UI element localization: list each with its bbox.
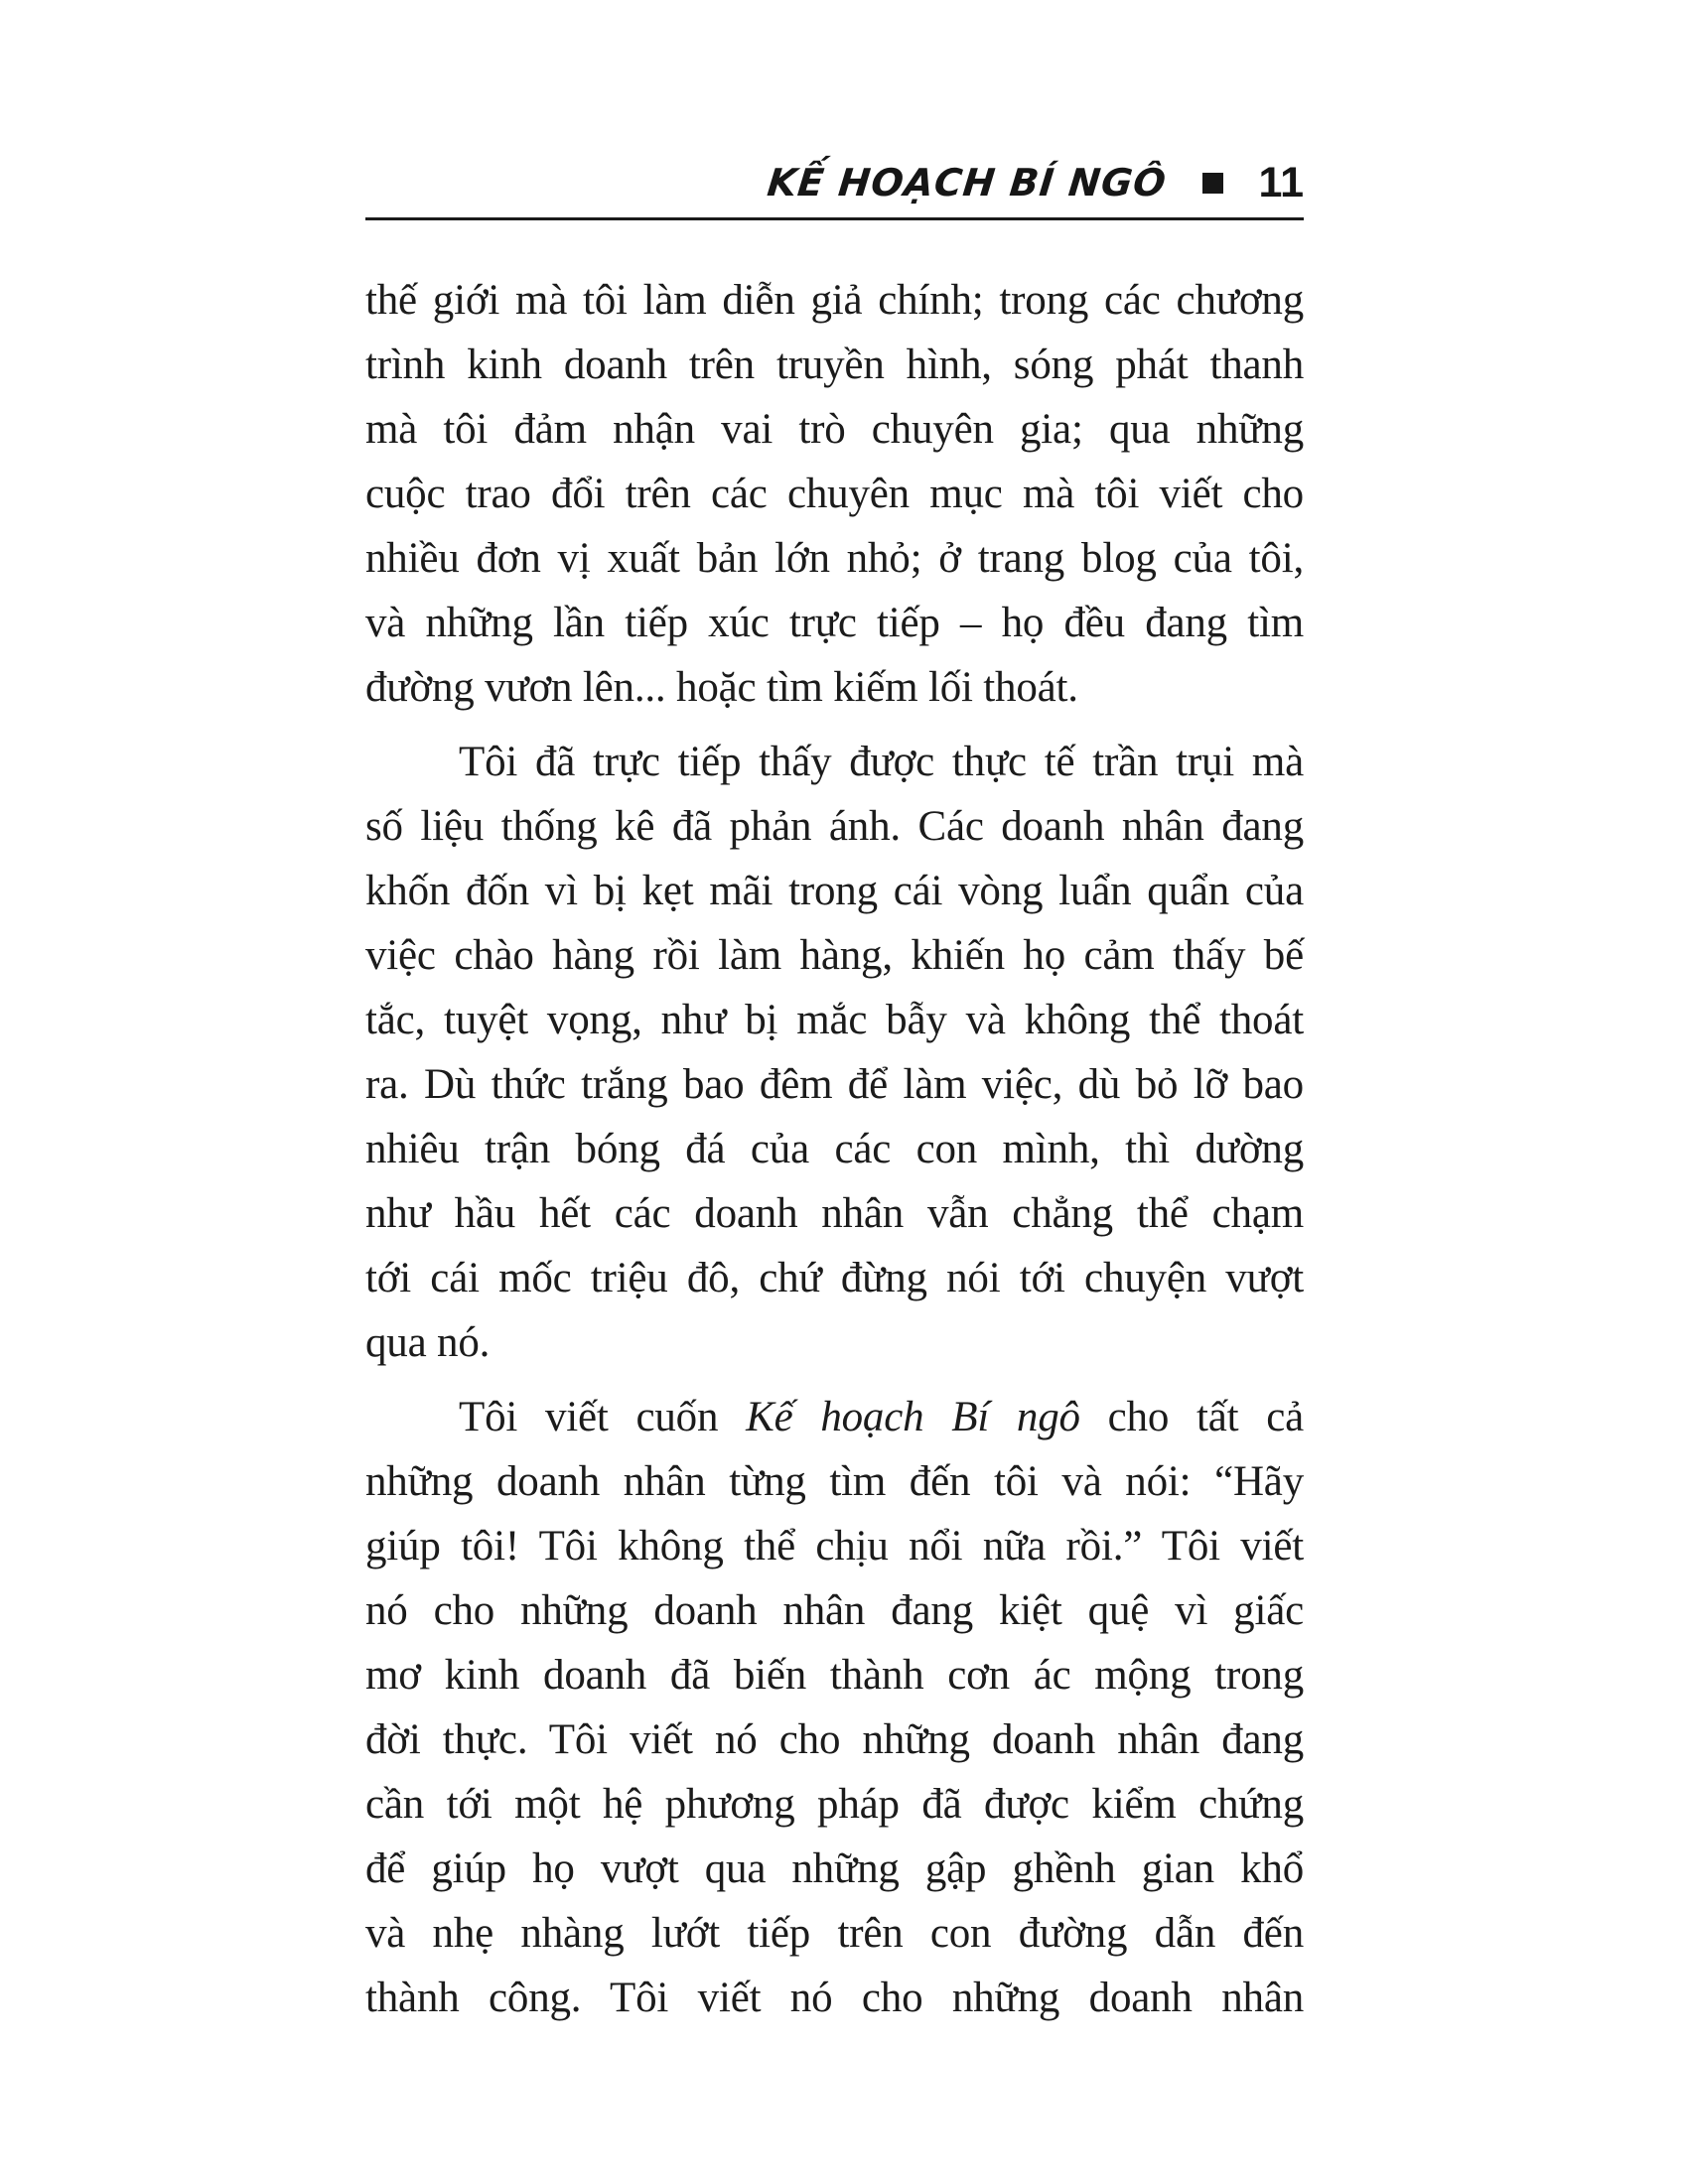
text-line: thành công. Tôi viết nó cho những doanh nhân (365, 1975, 1304, 2021)
text-line: để giúp họ vượt qua những gập ghềnh gian khổ (365, 1845, 1304, 1892)
text-line: thế giới mà tôi làm diễn giả chính; trong các chương (365, 277, 1304, 324)
body-text (365, 268, 1304, 2030)
text-line: giúp tôi! Tôi không thể chịu nổi nữa rồi.” Tôi viết (365, 1523, 1304, 1570)
book-title-italic: Kế hoạch Bí ngô (746, 1394, 1080, 1440)
page-header (765, 157, 1304, 208)
header-rule (365, 217, 1304, 220)
text-segment: Tôi viết cuốn (459, 1394, 747, 1440)
text-line: tới cái mốc triệu đô, chứ đừng nói tới chuyện vượt (365, 1255, 1304, 1301)
text-line: nhiều đơn vị xuất bản lớn nhỏ; ở trang blog của tôi, (365, 535, 1304, 582)
text-line: nhiêu trận bóng đá của các con mình, thì dường (365, 1126, 1304, 1172)
running-title: KẾ HOẠCH BÍ NGÔ (765, 161, 1169, 205)
text-line: những doanh nhân từng tìm đến tôi và nói: “Hãy (365, 1458, 1304, 1505)
text-line: và nhẹ nhàng lướt tiếp trên con đường dẫn đến (365, 1910, 1304, 1957)
text-line: ra. Dù thức trắng bao đêm để làm việc, dù bỏ lỡ bao (365, 1061, 1304, 1108)
page-number: 11 (1258, 158, 1304, 206)
text-line: việc chào hàng rồi làm hàng, khiến họ cảm thấy bế (365, 932, 1304, 979)
square-bullet-icon (1202, 173, 1223, 194)
text-line: qua nó. (365, 1319, 491, 1366)
text-line: và những lần tiếp xúc trực tiếp – họ đều đang tìm (365, 600, 1304, 646)
text-line (365, 1385, 1304, 1449)
text-line: trình kinh doanh trên truyền hình, sóng phát thanh (365, 341, 1304, 388)
text-line: nó cho những doanh nhân đang kiệt quệ vì giấc (365, 1587, 1304, 1634)
text-segment: cho tất cả (1079, 1394, 1304, 1440)
text-line: số liệu thống kê đã phản ánh. Các doanh nhân đang (365, 803, 1304, 850)
text-line: khốn đốn vì bị kẹt mãi trong cái vòng luẩn quẩn của (365, 868, 1304, 914)
text-line: tắc, tuyệt vọng, như bị mắc bẫy và không thể thoát (365, 997, 1304, 1043)
text-line: như hầu hết các doanh nhân vẫn chẳng thể chạm (365, 1190, 1304, 1237)
text-line: Tôi đã trực tiếp thấy được thực tế trần trụi mà (459, 739, 1304, 785)
text-line: mà tôi đảm nhận vai trò chuyên gia; qua những (365, 406, 1304, 453)
text-line: cần tới một hệ phương pháp đã được kiểm chứng (365, 1781, 1304, 1828)
text-line: mơ kinh doanh đã biến thành cơn ác mộng trong (365, 1652, 1304, 1699)
text-line: đường vươn lên... hoặc tìm kiếm lối thoát. (365, 664, 1078, 711)
text-line: đời thực. Tôi viết nó cho những doanh nhân đang (365, 1716, 1304, 1763)
text-line: cuộc trao đổi trên các chuyên mục mà tôi viết cho (365, 471, 1304, 517)
